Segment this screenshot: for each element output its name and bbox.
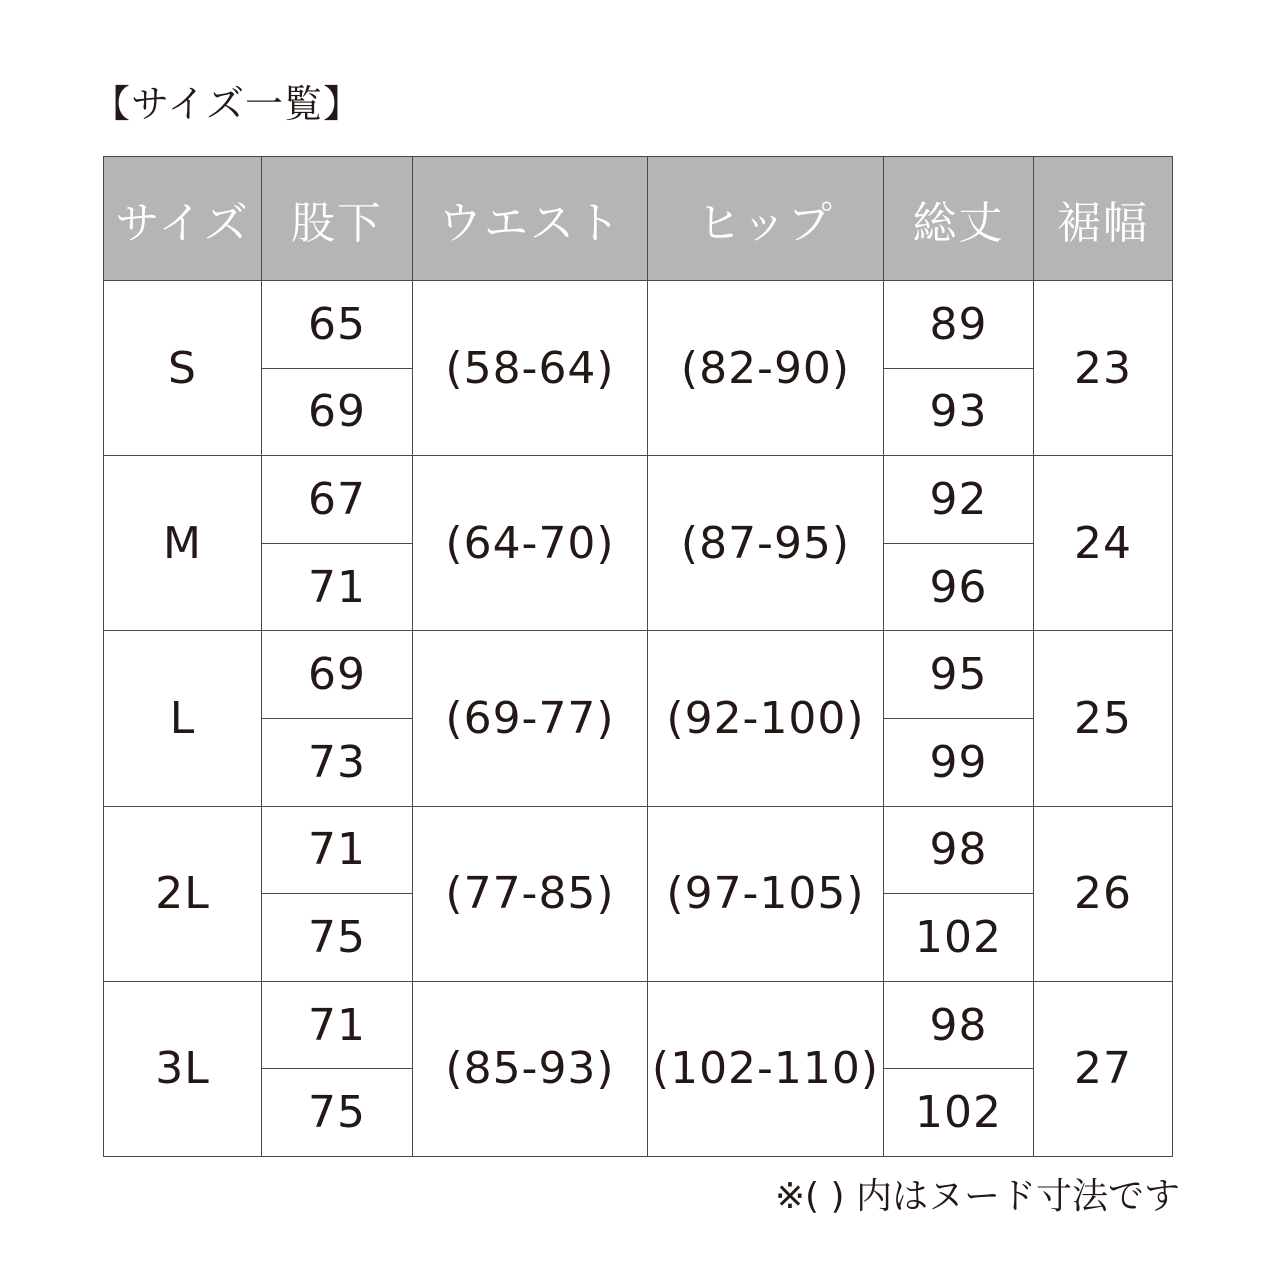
hip-cell: (92-100) [648, 631, 884, 806]
header-inseam: 股下 [262, 157, 413, 281]
header-hip: ヒップ [648, 157, 884, 281]
waist-cell: (85-93) [413, 981, 648, 1156]
size-cell: 3L [104, 981, 262, 1156]
hem-cell: 26 [1034, 806, 1173, 981]
hip-cell: (97-105) [648, 806, 884, 981]
length-cell: 89 [884, 281, 1034, 369]
length-cell: 96 [884, 543, 1034, 631]
inseam-cell: 71 [262, 806, 413, 894]
hip-cell: (87-95) [648, 456, 884, 631]
header-hem-width: 裾幅 [1034, 157, 1173, 281]
table-row [104, 631, 1173, 719]
table-row [104, 281, 1173, 369]
inseam-cell: 65 [262, 281, 413, 369]
size-cell: S [104, 281, 262, 456]
header-size: サイズ [104, 157, 262, 281]
inseam-cell: 71 [262, 981, 413, 1069]
length-cell: 102 [884, 1069, 1034, 1157]
length-cell: 92 [884, 456, 1034, 544]
hem-cell: 23 [1034, 281, 1173, 456]
length-cell: 102 [884, 894, 1034, 982]
hip-cell: (82-90) [648, 281, 884, 456]
hip-cell: (102-110) [648, 981, 884, 1156]
inseam-cell: 69 [262, 368, 413, 456]
inseam-cell: 71 [262, 543, 413, 631]
table-row [104, 456, 1173, 544]
table-row [104, 981, 1173, 1069]
footnote: ※( ) 内はヌード寸法です [774, 1176, 1180, 1217]
hem-cell: 24 [1034, 456, 1173, 631]
waist-cell: (64-70) [413, 456, 648, 631]
page-title: 【サイズ一覧】 [92, 82, 362, 126]
table-row [104, 806, 1173, 894]
length-cell: 95 [884, 631, 1034, 719]
waist-cell: (77-85) [413, 806, 648, 981]
inseam-cell: 67 [262, 456, 413, 544]
header-row [104, 157, 1173, 281]
hem-cell: 27 [1034, 981, 1173, 1156]
length-cell: 98 [884, 981, 1034, 1069]
size-table [103, 156, 1173, 1157]
length-cell: 93 [884, 368, 1034, 456]
inseam-cell: 75 [262, 894, 413, 982]
length-cell: 99 [884, 718, 1034, 806]
inseam-cell: 73 [262, 718, 413, 806]
waist-cell: (69-77) [413, 631, 648, 806]
header-length: 総丈 [884, 157, 1034, 281]
hem-cell: 25 [1034, 631, 1173, 806]
header-waist: ウエスト [413, 157, 648, 281]
size-cell: M [104, 456, 262, 631]
size-cell: 2L [104, 806, 262, 981]
inseam-cell: 69 [262, 631, 413, 719]
length-cell: 98 [884, 806, 1034, 894]
inseam-cell: 75 [262, 1069, 413, 1157]
waist-cell: (58-64) [413, 281, 648, 456]
size-cell: L [104, 631, 262, 806]
